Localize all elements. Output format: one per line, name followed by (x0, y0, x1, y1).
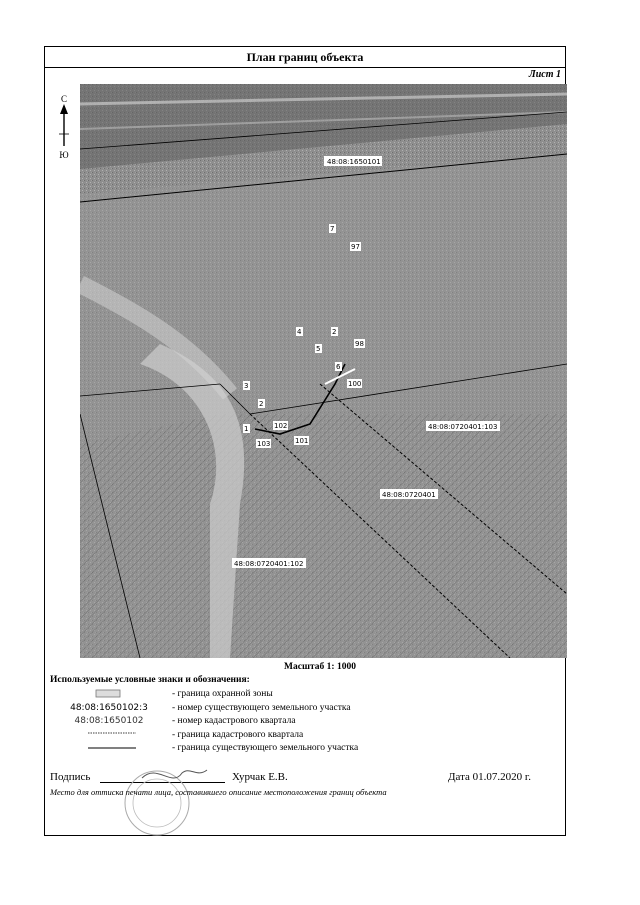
legend-symbol: 48:08:1650102 (74, 716, 144, 726)
south-label: Ю (59, 150, 69, 160)
legend-desc: - номер существующего земельного участка (172, 703, 351, 713)
map-canvas (80, 84, 567, 658)
point-label: 102 (274, 422, 288, 430)
legend-desc: - граница кадастрового квартала (172, 730, 304, 740)
legend-desc: - граница охранной зоны (172, 689, 273, 699)
parcel-label: 48:08:0720401:102 (234, 560, 304, 568)
signature-date: Дата 01.07.2020 г. (448, 771, 531, 783)
point-label: 6 (336, 363, 341, 371)
point-label: 4 (297, 328, 302, 336)
north-label: С (60, 94, 67, 104)
north-arrow (52, 94, 76, 166)
aerial-map[interactable] (80, 84, 567, 658)
stamp-note: Место для оттиска печати лица, составившего описание местоположения границ объекта (50, 787, 387, 797)
point-label: 103 (257, 440, 271, 448)
point-label: 7 (330, 225, 335, 233)
legend-title: Используемые условные знаки и обозначения: (50, 675, 250, 685)
signature-label: Подпись (50, 771, 91, 783)
north-arrow-icon (52, 104, 76, 148)
stamp-icon (112, 758, 222, 838)
point-label: 2 (259, 400, 264, 408)
point-label: 98 (355, 340, 364, 348)
legend-symbol (50, 743, 168, 756)
legend-symbol: 48:08:1650102:3 (70, 703, 148, 713)
point-label: 1 (244, 425, 249, 433)
sheet-number: Лист 1 (528, 69, 561, 80)
point-label: 3 (244, 382, 249, 390)
legend-desc: - номер кадастрового квартала (172, 716, 296, 726)
solid-line-icon (50, 743, 168, 753)
legend-symbol (50, 730, 168, 743)
point-label: 97 (351, 243, 360, 251)
point-label: 100 (348, 380, 362, 388)
dashed-line-icon (50, 730, 168, 740)
parcel-label: 48:08:1650101 (327, 158, 381, 166)
parcel-label: 48:08:0720401 (382, 491, 436, 499)
hatched-zone-icon (94, 689, 124, 699)
map-scale: Масштаб 1: 1000 (284, 662, 356, 672)
page-title: План границ объекта (45, 47, 565, 68)
legend-desc: - граница существующего земельного участка (172, 743, 359, 753)
parcel-label: 48:08:0720401:103 (428, 423, 498, 431)
signer-name: Хурчак Е.В. (232, 771, 288, 783)
point-label: 5 (316, 345, 321, 353)
legend-symbol (50, 689, 168, 702)
point-label: 101 (295, 437, 309, 445)
point-label: 2 (332, 328, 337, 336)
